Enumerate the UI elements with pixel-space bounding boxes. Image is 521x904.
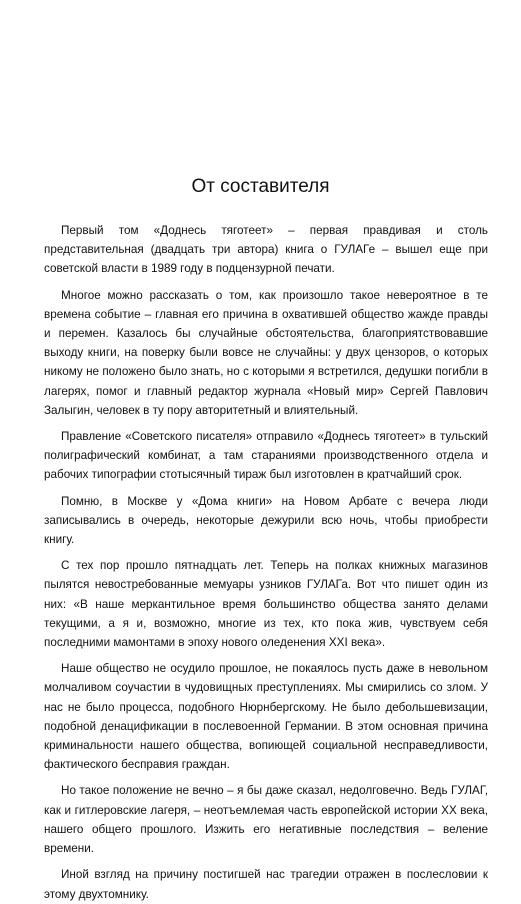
paragraph-1: Первый том «Доднесь тяготеет» – первая правдивая и столь представительная (двадцать три автора) книга о ГУЛАГе – вышел еще при советской власти в 1989 году в подцензурной печати.: [44, 224, 488, 276]
paragraph-2: Многое можно рассказать о том, как произошло такое невероятное в те времена событие – главная его причина в охватившей общество жажде правды и перемен. Казалось бы случайные обстоятельства, благоприятствовавшие выходу книги, на поверку были вовсе не случайны: у двух цензоров, о которых никому не положено было знать, но с которыми я встретился, дедушки погибли в лагерях, помог и главный редактор журнала «Новый мир» Сергей Павлович Залыгин, человек в ту пору авторитетный и влиятельный.: [44, 288, 488, 417]
paragraph-8: Иной взгляд на причину постигшей нас трагедии отражен в послесловии к этому двухтомнику.: [44, 868, 488, 901]
paragraph-3: Правление «Советского писателя» отправило «Доднесь тяготеет» в тульский полиграфический комбинат, а там стараниями производственного отдела и рабочих типографии стотысячный тираж был изготовлен в кратчайший срок.: [44, 430, 488, 482]
paragraph-6: Наше общество не осудило прошлое, не покаялось пусть даже в невольном молчаливом соучастии в чудовищных преступлениях. Мы смирились со злом. У нас не было процесса, подобного Нюрнбергскому. Не было дебольшевизации, подобной денацификации в послевоенной Германии. В этом основная причина криминальности нашего общества, вопиющей социальной несправедливости, фактического бесправия граждан.: [44, 662, 488, 772]
paragraph-7: Но такое положение не вечно – я бы даже сказал, недолговечно. Ведь ГУЛАГ, как и гитлеровские лагеря, – неотъемлемая часть европейской истории XX века, нашего общего прошлого. Изжить его негативные последствия – веление времени.: [44, 784, 488, 856]
chapter-title: От составителя: [191, 176, 330, 197]
paragraph-5: С тех пор прошло пятнадцать лет. Теперь на полках книжных магазинов пылятся невостребованные мемуары узников ГУЛАГа. Вот что пишет один из них: «В наше меркантильное время большинство общества занято делами текущими, а я и, возможно, многие из тех, кто пока жив, чувствуем себя последними мамонтами в эпоху нового оледенения XXI века».: [44, 559, 488, 650]
paragraph-4: Помню, в Москве у «Дома книги» на Новом Арбате с вечера люди записывались в очередь, некоторые дежурили всю ночь, чтобы приобрести книгу.: [44, 494, 488, 547]
chapter-body: [44, 221, 488, 904]
